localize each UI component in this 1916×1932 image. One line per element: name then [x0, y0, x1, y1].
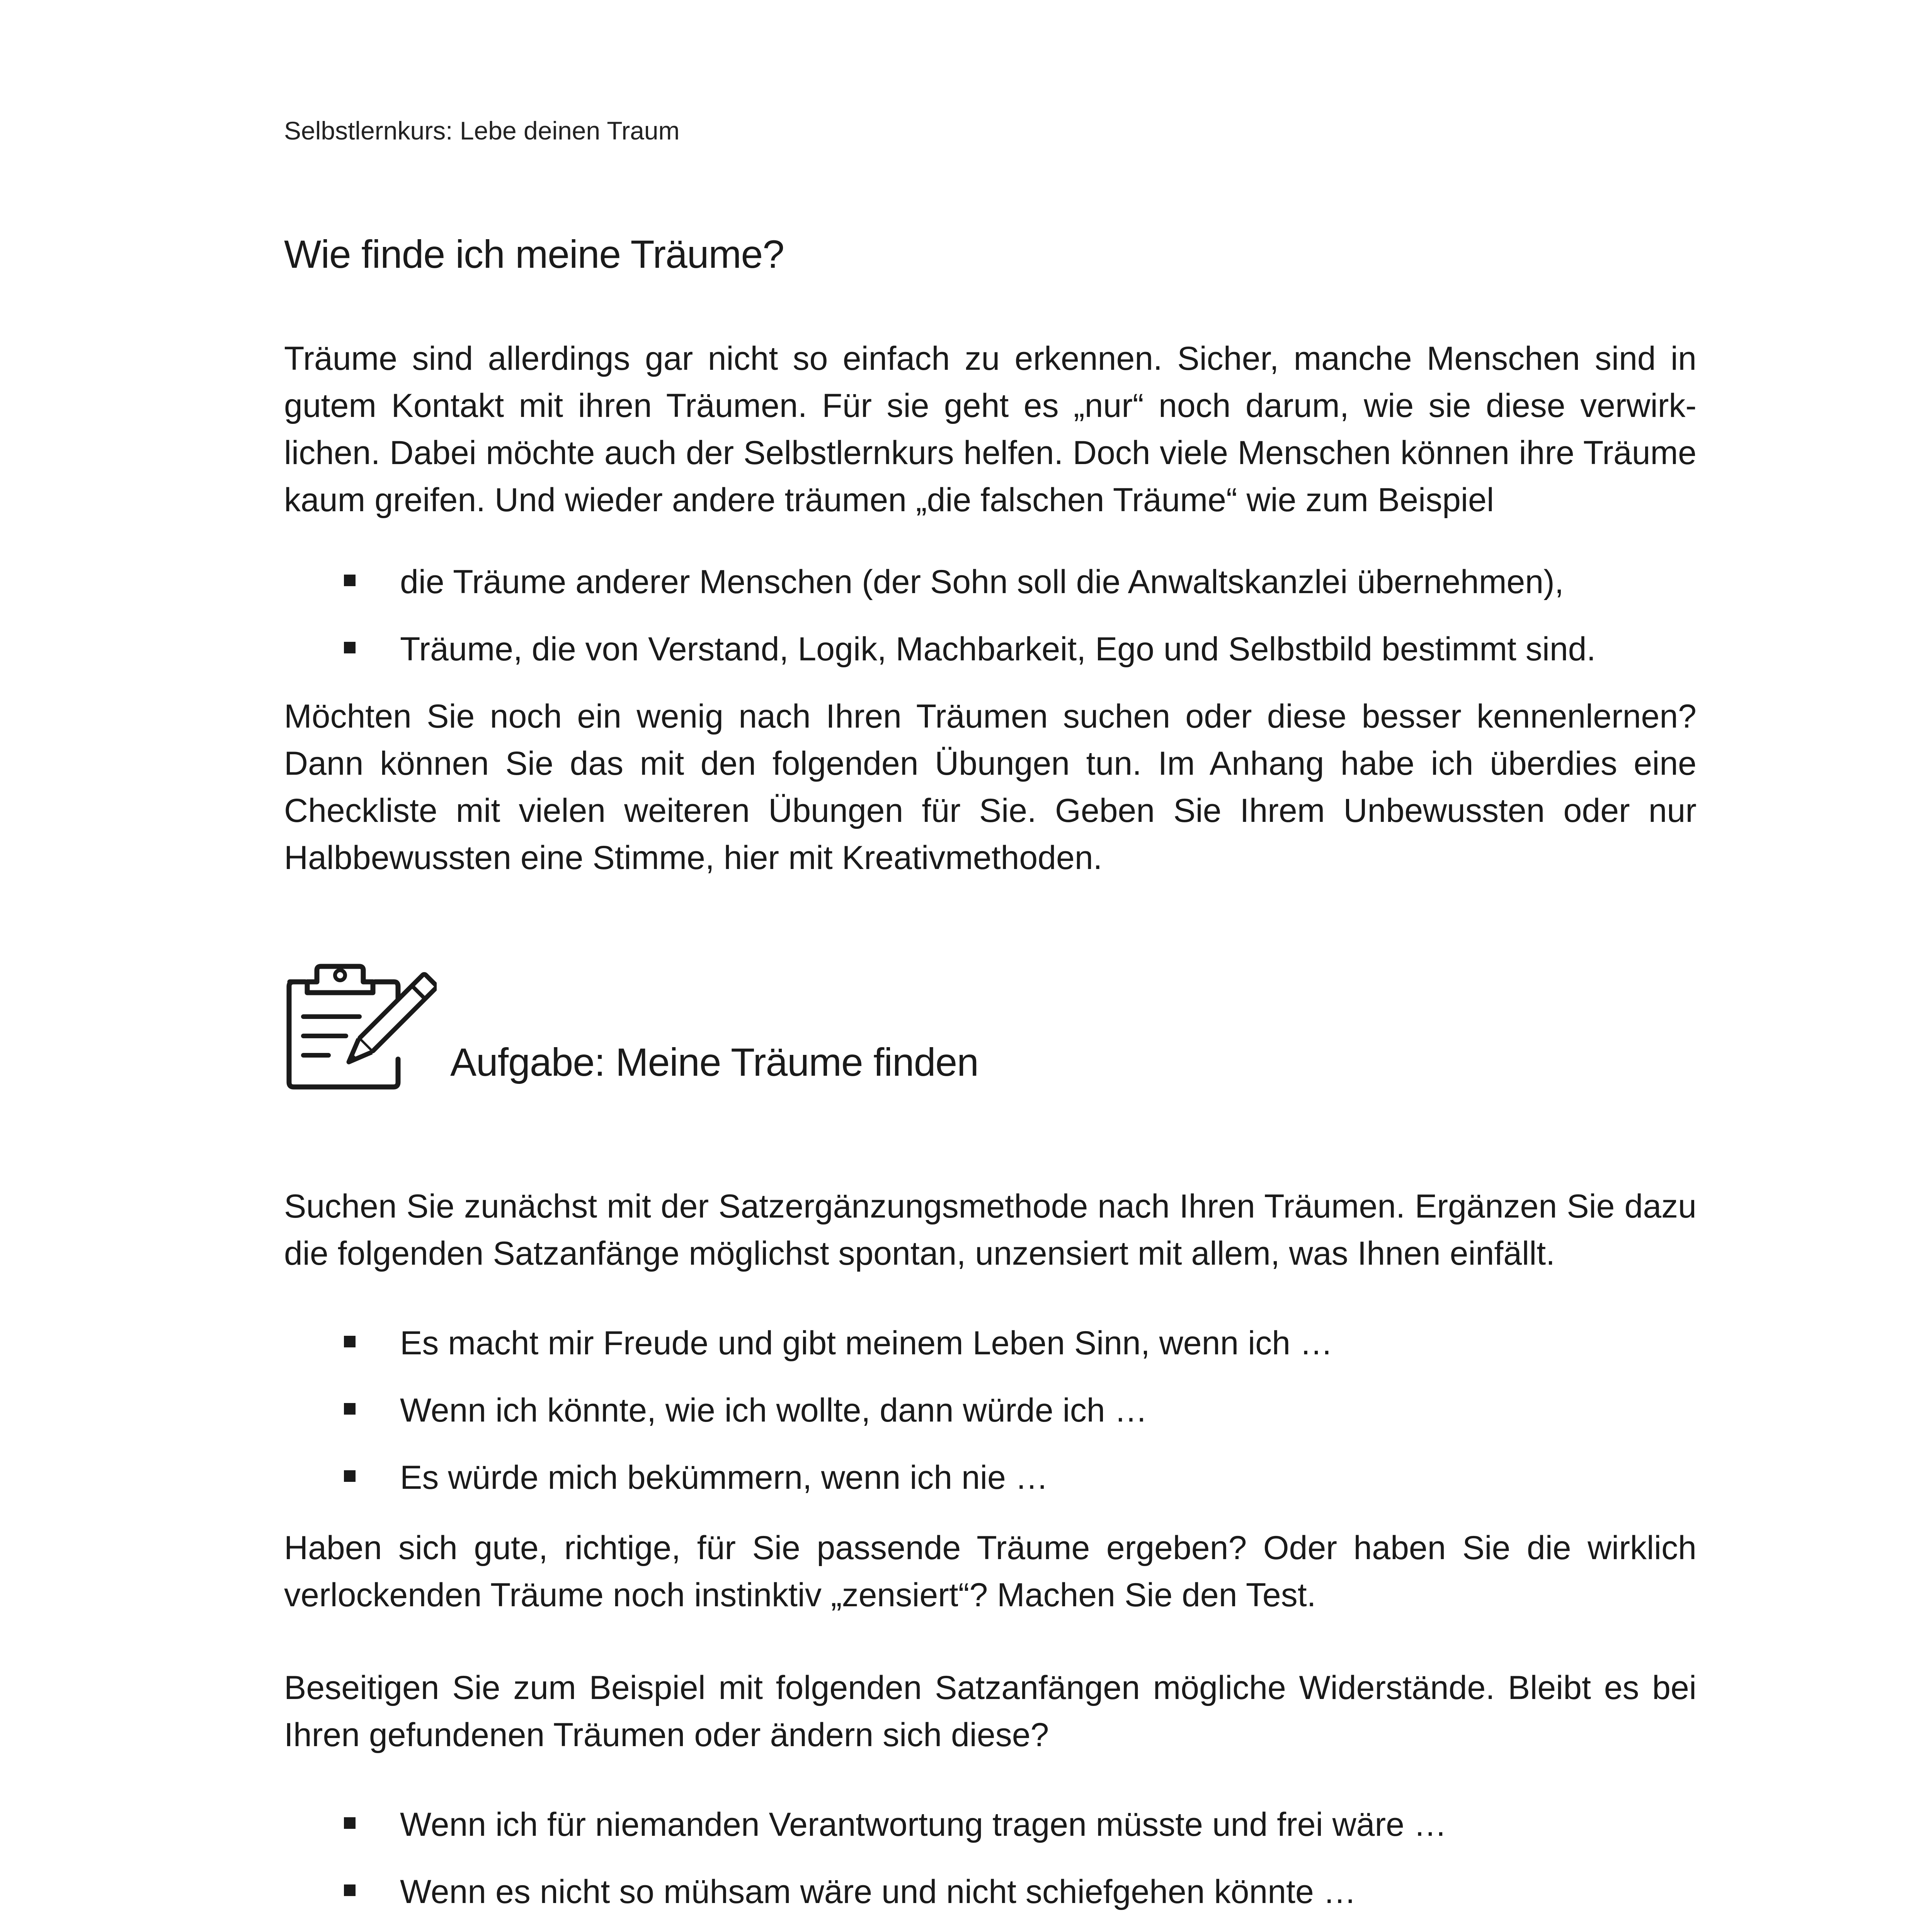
list-item: Es macht mir Freude und gibt meinem Leben Sinn, wenn ich … — [284, 1320, 1696, 1367]
bullet-square-icon — [344, 575, 356, 586]
sentence-starters-list — [284, 1320, 1696, 1501]
task-heading: Aufgabe: Meine Träume finden — [450, 1040, 978, 1084]
intro-paragraph: Träume sind allerdings gar nicht so einfach zu erkennen. Sicher, manche Menschen sind in gutem Kontakt mit ihren Träumen. Für sie geht es „nur“ noch darum, wie sie diese verwirk-lichen. Dabei möchte auch der Selbstlernkurs helfen. Doch viele Menschen können ihre Träume kaum greifen. Und wieder andere träumen „die falschen Träume“ wie zum Beispiel — [284, 340, 1696, 519]
list-item: die Träume anderer Menschen (der Sohn soll die Anwaltskanzlei übernehmen), — [284, 558, 1696, 605]
bullet-square-icon — [344, 1884, 356, 1896]
section-heading: Wie finde ich meine Träume? — [284, 232, 784, 276]
resistance-starters-list — [284, 1801, 1696, 1932]
bullet-square-icon — [344, 1403, 356, 1415]
false-dreams-list — [284, 558, 1696, 673]
resistance-paragraph: Beseitigen Sie zum Beispiel mit folgenden Satzanfängen mögliche Widerstände. Bleibt es bei Ihren gefundenen Träumen oder ändern sich diese? — [284, 1669, 1696, 1753]
test-paragraph: Haben sich gute, richtige, für Sie passende Träume ergeben? Oder haben Sie die wirklich verlockenden Träume noch instinktiv „zensiert“? Machen Sie den Test. — [284, 1529, 1696, 1614]
clipboard-pencil-icon — [282, 963, 437, 1094]
list-item: Es würde mich bekümmern, wenn ich nie … — [284, 1454, 1696, 1501]
page-content — [284, 232, 1696, 1932]
list-item: Wenn es nicht so mühsam wäre und nicht schiefgehen könnte … — [284, 1868, 1696, 1915]
bullet-square-icon — [344, 1336, 356, 1347]
bullet-square-icon — [344, 1817, 356, 1829]
bullet-square-icon — [344, 1470, 356, 1482]
list-item: Wenn ich für niemanden Verantwortung tragen müsste und frei wäre … — [284, 1801, 1696, 1848]
task-header — [284, 963, 1696, 1125]
list-item: Wenn ich könnte, wie ich wollte, dann würde ich … — [284, 1387, 1696, 1434]
list-item: Träume, die von Verstand, Logik, Machbarkeit, Ego und Selbstbild bestimmt sind. — [284, 626, 1696, 673]
bullet-square-icon — [344, 642, 356, 653]
task-intro-paragraph: Suchen Sie zunächst mit der Satzergänzungsmethode nach Ihren Träumen. Ergänzen Sie dazu die folgenden Satzanfänge möglichst spontan, unzensiert mit allem, was Ihnen einfällt. — [284, 1188, 1696, 1272]
running-header: Selbstlernkurs: Lebe deinen Traum — [284, 116, 680, 145]
exercises-paragraph: Möchten Sie noch ein wenig nach Ihren Träumen suchen oder diese besser kennenlernen? Dann können Sie das mit den folgenden Übungen tun. Im Anhang habe ich überdies eine Checkliste mit vielen weiteren Übungen für Sie. Geben Sie Ihrem Unbewussten oder nur Halbbewussten eine Stimme, hier mit Kreativmethoden. — [284, 698, 1696, 876]
